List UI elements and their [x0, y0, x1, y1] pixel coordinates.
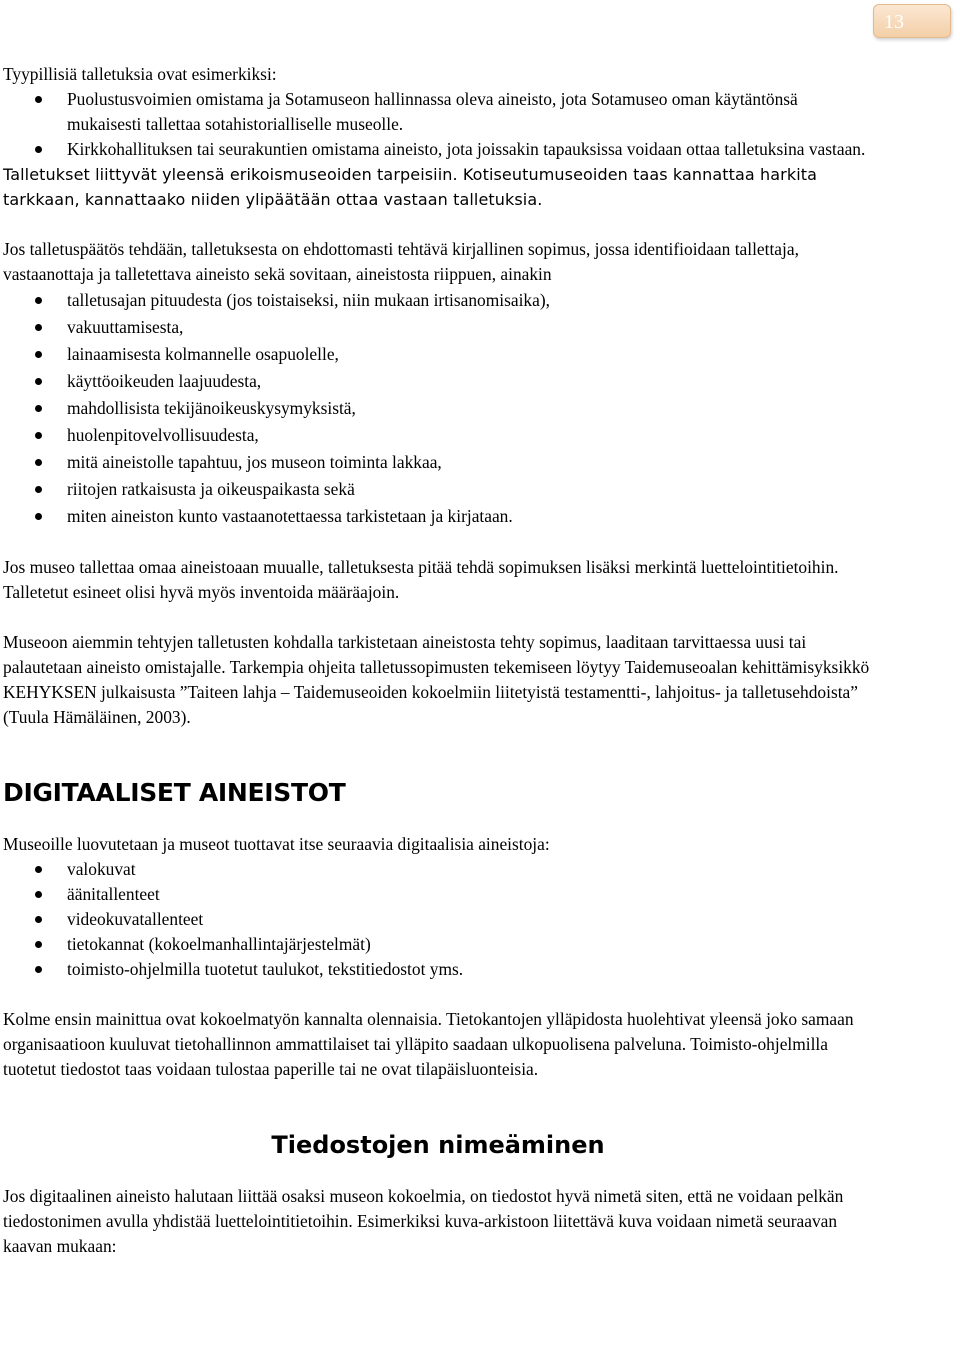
deposit-examples-list: [3, 87, 873, 162]
list-item: tietokannat (kokoelmanhallintajärjestelmät): [3, 932, 873, 957]
digital-materials-list: [3, 857, 873, 982]
deposits-note: [3, 162, 873, 212]
digital-paragraph: Kolme ensin mainittua ovat kokoelmatyön kannalta olennaisia. Tietokantojen ylläpidosta huolehtivat yleensä joko samaan organisaatioon kuuluvat tietohallinnon ammattilaiset tai ylläpito saadaan ulkopuolisena palveluna. Toimisto-ohjelmilla tuotetut tiedostot taas voidaan tulostaa paperille tai ne ovat tilapäisluonteisia.: [3, 1009, 854, 1079]
list-item: mahdollisista tekijänoikeuskysymyksistä,: [3, 395, 873, 422]
list-item: valokuvat: [3, 857, 873, 882]
list-item: mitä aineistolle tapahtuu, jos museon toiminta lakkaa,: [3, 449, 873, 476]
list-item: lainaamisesta kolmannelle osapuolelle,: [3, 341, 873, 368]
agreement-intro: Jos talletuspäätös tehdään, talletuksesta on ehdottomasti tehtävä kirjallinen sopimus, jossa identifioidaan tallettaja, vastaanottaja ja talletettava aineisto sekä sovitaan, aineistosta riippuen, ainakin: [3, 239, 799, 284]
section-heading-file-naming: Tiedostojen nimeäminen: [271, 1131, 605, 1159]
own-deposit-paragraph: Jos museo tallettaa omaa aineistoaan muualle, talletuksesta pitää tehdä sopimuksen lisäksi merkintä luettelointitietoihin. Talletetut esineet olisi hyvä myös inventoida määräajoin.: [3, 557, 839, 602]
list-item: vakuuttamisesta,: [3, 314, 873, 341]
list-item: videokuvatallenteet: [3, 907, 873, 932]
document-body: [3, 62, 873, 1259]
deposits-note-part-b: Kotiseutumuseoiden taas kannattaa harkita tarkkaan, kannattaako niiden ylipäätään ottaa vastaan talletuksia.: [3, 165, 818, 209]
list-item: Kirkkohallituksen tai seurakuntien omistama aineisto, jota joissakin tapauksissa voidaan ottaa talletuksina vastaan.: [3, 137, 873, 162]
list-item: toimisto-ohjelmilla tuotetut taulukot, tekstitiedostot yms.: [3, 957, 873, 982]
list-item: riitojen ratkaisusta ja oikeuspaikasta sekä: [3, 476, 873, 503]
earlier-deposits-paragraph: Museoon aiemmin tehtyjen talletusten kohdalla tarkistetaan aineistosta tehty sopimus, laaditaan tarvittaessa uusi tai palautetaan aineisto omistajalle. Tarkempia ohjeita talletussopimusten tekemiseen löytyy Taidemuseoalan kehittämisyksikkö KEHYKSEN julkaisusta ”Taiteen lahja – Taidemuseoiden kokoelmiin liitetyistä testamentti-, lahjoitus- ja talletusehdoista” (Tuula Hämäläinen, 2003).: [3, 632, 870, 727]
section-heading-digital: DIGITAALISET AINEISTOT: [3, 778, 346, 807]
agreement-terms-list: [3, 287, 873, 530]
list-item: huolenpitovelvollisuudesta,: [3, 422, 873, 449]
list-item: Puolustusvoimien omistama ja Sotamuseon hallinnassa oleva aineisto, jota Sotamuseo oman käytäntönsä mukaisesti tallettaa sotahistorialliselle museolle.: [3, 87, 873, 137]
list-item: käyttöoikeuden laajuudesta,: [3, 368, 873, 395]
deposits-intro: Tyypillisiä talletuksia ovat esimerkiksi:: [3, 64, 277, 84]
list-item: äänitallenteet: [3, 882, 873, 907]
digital-intro: Museoille luovutetaan ja museot tuottavat itse seuraavia digitaalisia aineistoja:: [3, 834, 550, 854]
list-item: miten aineiston kunto vastaanotettaessa tarkistetaan ja kirjataan.: [3, 503, 873, 530]
deposits-note-part-a: Talletukset liittyvät yleensä erikoismuseoiden tarpeisiin.: [3, 165, 458, 184]
list-item: talletusajan pituudesta (jos toistaiseksi, niin mukaan irtisanomisaika),: [3, 287, 873, 314]
page-number-badge: 13: [873, 4, 951, 38]
file-naming-paragraph: Jos digitaalinen aineisto halutaan liittää osaksi museon kokoelmia, on tiedostot hyvä nimetä siten, että ne voidaan pelkän tiedostonimen avulla yhdistää luettelointitietoihin. Esimerkiksi kuva-arkistoon liitettävä kuva voidaan nimetä seuraavan kaavan mukaan:: [3, 1186, 844, 1256]
